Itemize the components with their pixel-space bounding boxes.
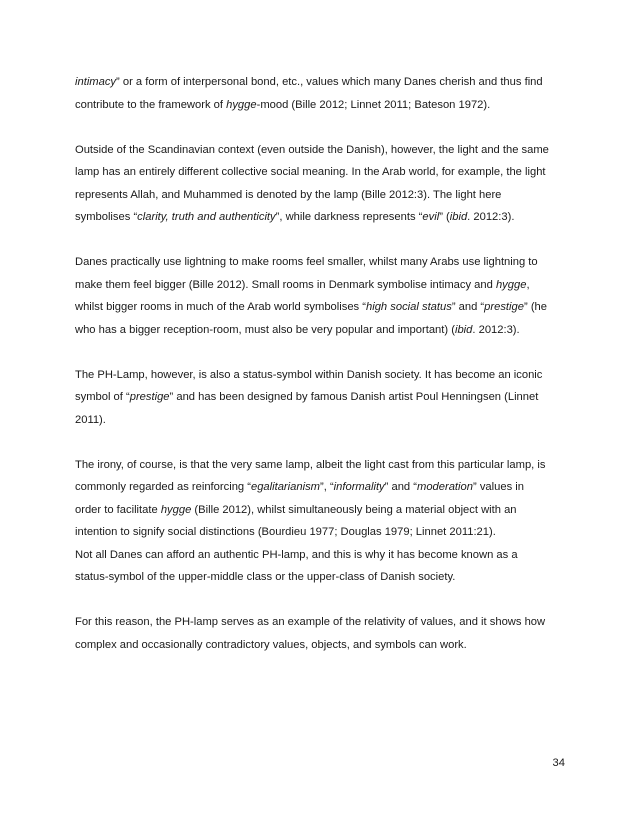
text-run: ” and “ <box>384 481 417 493</box>
italic-text: high social status <box>366 301 452 313</box>
text-line <box>75 139 575 162</box>
paragraph <box>75 544 575 589</box>
body-text <box>75 71 575 679</box>
italic-text: hygge <box>160 503 192 516</box>
text-line <box>75 319 575 342</box>
italic-text: egalitarianism <box>250 481 320 493</box>
text-run: ” (he <box>523 301 547 313</box>
italic-text: intimacy <box>75 76 117 88</box>
text-line <box>75 521 575 544</box>
text-line <box>75 71 575 94</box>
text-line <box>75 611 575 634</box>
italic-text: informality <box>333 481 385 493</box>
text-run: intention to signify social distinctions (Bourdieu 1977; Douglas 1979; Linnet 2011:21). <box>75 526 496 538</box>
text-run: ”, while darkness represents “ <box>275 211 423 223</box>
text-run: lamp has an entirely different collective social meaning. In the Arab world, for example, the light <box>75 166 546 178</box>
text-line <box>75 499 575 522</box>
italic-text: prestige <box>484 301 524 313</box>
text-run: 2011). <box>75 413 106 426</box>
paragraph <box>75 611 575 656</box>
text-run: who has a bigger reception-room, must also be very popular and important) ( <box>75 323 455 336</box>
text-run: ” and has been designed by famous Danish artist Poul Henningsen (Linnet <box>169 391 539 403</box>
text-run: symbolises “ <box>75 211 138 223</box>
text-run: ” values in <box>472 481 524 493</box>
text-run: contribute to the framework of <box>75 98 227 111</box>
italic-text: evil <box>422 211 440 223</box>
text-line <box>75 454 575 477</box>
text-run: (Bille 2012), whilst simultaneously being a material object with an <box>191 503 517 516</box>
page-number: 34 <box>552 757 565 769</box>
italic-text: hygge <box>495 278 527 291</box>
text-run: represents Allah, and Muhammed is denoted by the lamp (Bille 2012:3). The light here <box>75 188 502 201</box>
paragraph <box>75 364 575 432</box>
text-run: whilst bigger rooms in much of the Arab world symbolises “ <box>75 301 366 313</box>
paragraph <box>75 251 575 341</box>
text-line <box>75 566 575 589</box>
paragraph <box>75 139 575 229</box>
italic-text: ibid <box>454 323 473 336</box>
italic-text: ibid <box>449 211 468 223</box>
text-run: , <box>526 278 530 291</box>
text-run: Danes practically use lightning to make rooms feel smaller, whilst many Arabs use lightning to <box>75 256 538 268</box>
text-line <box>75 94 575 117</box>
text-line <box>75 184 575 207</box>
text-run: ” ( <box>439 211 450 223</box>
text-run: . 2012:3). <box>467 211 515 223</box>
text-line <box>75 206 575 229</box>
italic-text: moderation <box>417 481 473 493</box>
text-run: Not all Danes can afford an authentic PH-lamp, and this is why it has become known as a <box>75 548 518 561</box>
text-line <box>75 409 575 432</box>
text-line <box>75 364 575 387</box>
text-line <box>75 274 575 297</box>
italic-text: clarity, truth and authenticity <box>137 211 276 223</box>
text-line <box>75 544 575 567</box>
text-run: For this reason, the PH-lamp serves as an example of the relativity of values, and it shows how <box>75 616 546 628</box>
text-run: The PH-Lamp, however, is also a status-symbol within Danish society. It has become an iconic <box>75 368 543 381</box>
text-run: symbol of “ <box>75 391 130 403</box>
text-run: Outside of the Scandinavian context (even outside the Danish), however, the light and the same <box>75 143 549 156</box>
text-line <box>75 386 575 409</box>
text-run: -mood (Bille 2012; Linnet 2011; Bateson 1972). <box>256 98 491 111</box>
text-run: ” or a form of interpersonal bond, etc., values which many Danes cherish and thus find <box>116 76 543 88</box>
text-run: make them feel bigger (Bille 2012). Small rooms in Denmark symbolise intimacy and <box>75 278 496 291</box>
text-run: . 2012:3). <box>472 323 520 336</box>
text-run: status-symbol of the upper-middle class or the upper-class of Danish society. <box>75 571 456 583</box>
text-run: complex and occasionally contradictory values, objects, and symbols can work. <box>75 638 467 651</box>
text-run: commonly regarded as reinforcing “ <box>75 481 251 493</box>
text-line <box>75 251 575 274</box>
text-line <box>75 476 575 499</box>
paragraph <box>75 454 575 544</box>
text-line <box>75 296 575 319</box>
italic-text: hygge <box>226 98 257 111</box>
text-run: ”, “ <box>320 481 334 493</box>
text-line <box>75 161 575 184</box>
italic-text: prestige <box>129 391 170 403</box>
text-run: The irony, of course, is that the very same lamp, albeit the light cast from this particular lamp, is <box>75 458 546 471</box>
text-run: order to facilitate <box>75 503 161 516</box>
paragraph <box>75 71 575 116</box>
text-line <box>75 634 575 657</box>
text-run: ” and “ <box>451 301 485 313</box>
